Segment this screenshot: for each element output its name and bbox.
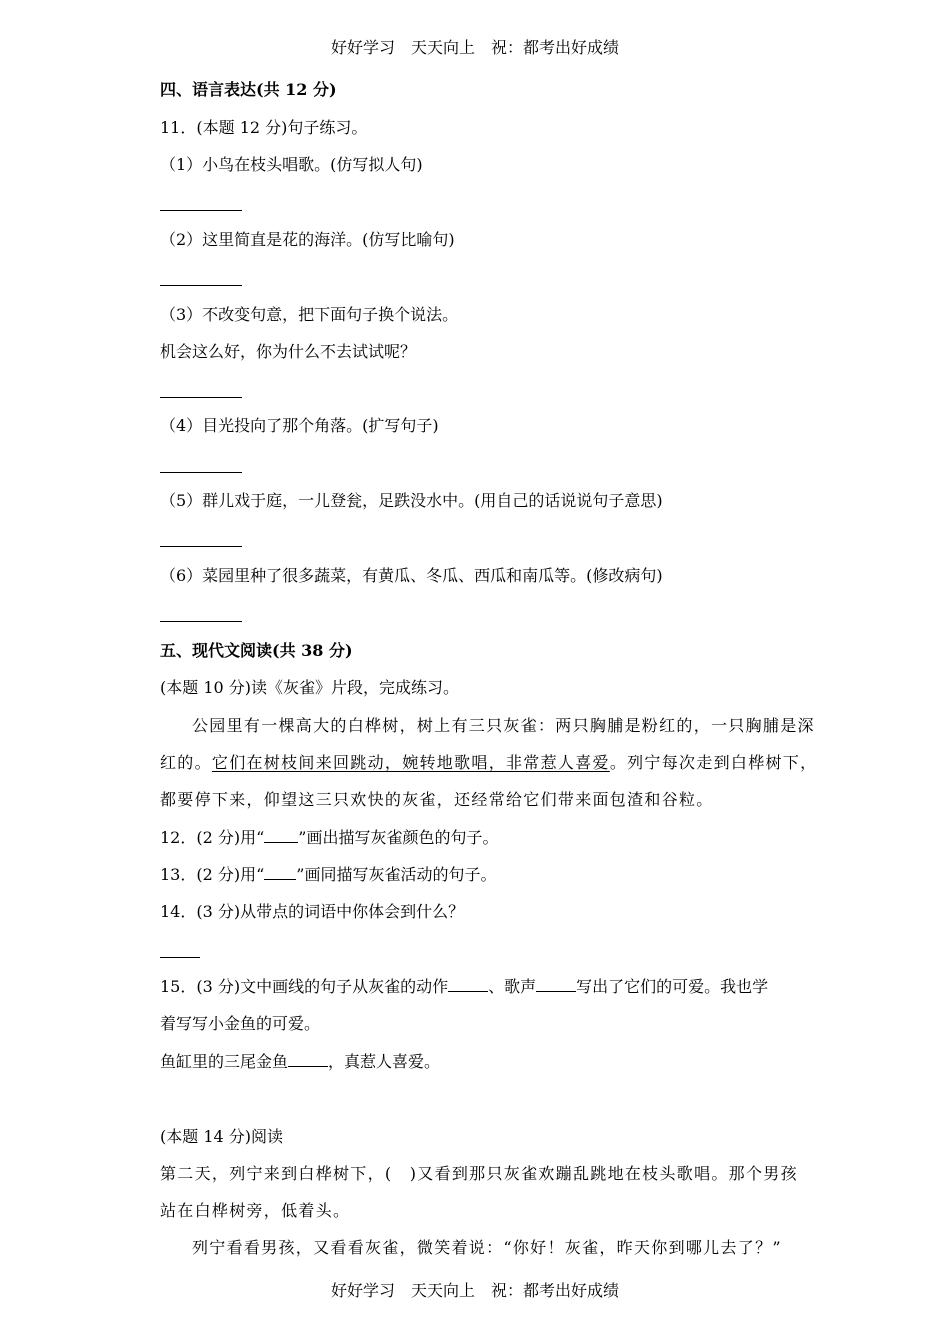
passage-2-line-1: 第二天，列宁来到白桦树下，( )又看到那只灰雀欢蹦乱跳地在枝头歌唱。那个男孩 [160, 1164, 798, 1183]
answer-line-2[interactable] [160, 285, 242, 286]
section-5-title: 五、现代文阅读(共 38 分) [160, 641, 353, 660]
passage-1-line-3: 都要停下来，仰望这三只欢快的灰雀，还经常给它们带来面包渣和谷粒。 [160, 790, 714, 809]
section-4-title: 四、语言表达(共 12 分) [160, 80, 337, 99]
item-2: （2）这里简直是花的海洋。(仿写比喻句) [160, 230, 455, 249]
q13-underline-sample [264, 865, 296, 880]
question-15-line-3 [160, 1052, 440, 1072]
question-14: 14．(3 分)从带点的词语中你体会到什么？ [160, 902, 465, 921]
item-3-sentence: 机会这么好，你为什么不去试试呢？ [160, 342, 417, 361]
question-15 [160, 977, 768, 997]
item-6: （6）菜园里种了很多蔬菜，有黄瓜、冬瓜、西瓜和南瓜等。(修改病句) [160, 566, 663, 585]
item-4: （4）目光投向了那个角落。(扩写句子) [160, 416, 439, 435]
q15-blank-2[interactable] [536, 977, 576, 992]
item-1: （1）小鸟在枝头唱歌。(仿写拟人句) [160, 155, 423, 174]
underlined-sentence: 它们在树枝间来回跳动，婉转地歌唱，非常惹人喜爱 [211, 753, 610, 772]
page-header: 好好学习 天天向上 祝：都考出好成绩 [330, 38, 619, 57]
passage-1-line-2-start: 红的。 [160, 753, 212, 772]
q12-underline-sample [264, 828, 298, 843]
question-13 [160, 865, 496, 885]
q15-blank-1[interactable] [448, 977, 488, 992]
q13-text-start: 13．(2 分)用“ [160, 865, 265, 884]
item-3: （3）不改变句意，把下面句子换个说法。 [160, 305, 459, 324]
q12-text-end: ”画出描写灰雀颜色的句子。 [298, 828, 499, 847]
q15-line-3-end: ，真惹人喜爱。 [328, 1052, 441, 1071]
q15-blank-3[interactable] [288, 1052, 328, 1067]
q15-line-3-start: 鱼缸里的三尾金鱼 [160, 1052, 289, 1071]
answer-line-14[interactable] [160, 957, 200, 958]
q13-text-end: ”画同描写灰雀活动的句子。 [296, 865, 497, 884]
question-11: 11．(本题 12 分)句子练习。 [160, 118, 368, 137]
q15-part-3: 写出了它们的可爱。我也学 [576, 977, 769, 996]
item-5: （5）群儿戏于庭，一儿登瓮，足跌没水中。(用自己的话说说句子意思) [160, 491, 663, 510]
reading-2-intro: (本题 14 分)阅读 [160, 1127, 284, 1146]
passage-1-line-2 [160, 753, 817, 773]
answer-line-1[interactable] [160, 210, 242, 211]
answer-line-6[interactable] [160, 621, 242, 622]
answer-line-3[interactable] [160, 397, 242, 398]
passage-2-line-3: 列宁看看男孩，又看看灰雀，微笑着说：“你好！灰雀，昨天你到哪儿去了？” [192, 1238, 782, 1257]
q15-part-1: 15．(3 分)文中画线的句子从灰雀的动作 [160, 977, 449, 996]
passage-1-line-1: 公园里有一棵高大的白桦树，树上有三只灰雀：两只胸脯是粉红的，一只胸脯是深 [192, 716, 815, 735]
question-12 [160, 828, 498, 848]
passage-2-line-2: 站在白桦树旁，低着头。 [160, 1201, 351, 1220]
passage-1-line-2-end: 。列宁每次走到白桦树下， [609, 753, 818, 772]
q12-text-start: 12．(2 分)用“ [160, 828, 265, 847]
q15-part-2: 、歌声 [488, 977, 537, 996]
reading-1-intro: (本题 10 分)读《灰雀》片段，完成练习。 [160, 678, 460, 697]
answer-line-4[interactable] [160, 472, 242, 473]
answer-line-5[interactable] [160, 546, 242, 547]
question-15-line-2: 着写写小金鱼的可爱。 [160, 1014, 321, 1033]
page-footer: 好好学习 天天向上 祝：都考出好成绩 [330, 1281, 619, 1300]
